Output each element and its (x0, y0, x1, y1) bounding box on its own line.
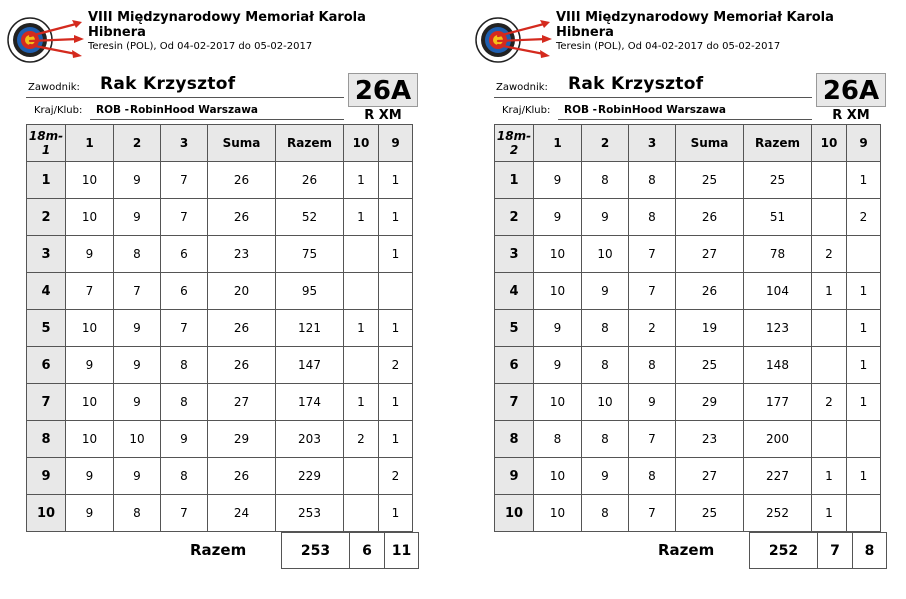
end-number: 10 (27, 495, 66, 532)
header-tens: 10 (344, 125, 379, 162)
tens-count: 2 (344, 421, 379, 458)
header-tens: 10 (812, 125, 847, 162)
arrow-1-score: 10 (66, 310, 114, 347)
end-sum: 26 (208, 199, 276, 236)
tens-count (344, 273, 379, 310)
athlete-underline (494, 97, 812, 98)
end-number: 3 (27, 236, 66, 273)
tens-count (344, 458, 379, 495)
division-class: R XM (832, 108, 870, 123)
tens-count: 2 (812, 384, 847, 421)
end-number: 5 (27, 310, 66, 347)
nines-count: 1 (847, 458, 881, 495)
running-total: 200 (744, 421, 812, 458)
running-total: 104 (744, 273, 812, 310)
target-assignment: 26A (348, 73, 418, 107)
event-subtitle: Teresin (POL), Od 04-02-2017 do 05-02-2017 (556, 41, 781, 52)
arrow-1-score: 9 (66, 347, 114, 384)
nines-count: 1 (379, 199, 413, 236)
club-underline (558, 119, 812, 120)
header-arrow-3: 3 (161, 125, 208, 162)
totals-table (749, 532, 887, 569)
arrow-3-score: 7 (629, 273, 676, 310)
end-number: 2 (495, 199, 534, 236)
header-arrow-3: 3 (629, 125, 676, 162)
tens-count (812, 162, 847, 199)
running-total: 95 (276, 273, 344, 310)
nines-count (847, 421, 881, 458)
arrow-1-score: 10 (534, 236, 582, 273)
arrow-2-score: 8 (582, 421, 629, 458)
end-row (27, 236, 413, 273)
arrow-1-score: 10 (66, 199, 114, 236)
arrow-3-score: 9 (629, 384, 676, 421)
arrow-3-score: 8 (629, 458, 676, 495)
end-row (495, 162, 881, 199)
tens-count (344, 347, 379, 384)
club-code: ROB - (564, 104, 598, 116)
end-row (27, 421, 413, 458)
running-total: 78 (744, 236, 812, 273)
arrow-3-score: 8 (629, 162, 676, 199)
club-label: Kraj/Klub: (34, 105, 83, 116)
end-row (27, 458, 413, 495)
end-number: 10 (495, 495, 534, 532)
end-sum: 26 (208, 347, 276, 384)
end-sum: 19 (676, 310, 744, 347)
header-arrow-2: 2 (114, 125, 161, 162)
end-sum: 23 (208, 236, 276, 273)
scorecard-2 (468, 0, 888, 599)
arrow-2-score: 9 (582, 458, 629, 495)
arrow-3-score: 8 (161, 384, 208, 421)
running-total: 227 (744, 458, 812, 495)
running-total: 26 (276, 162, 344, 199)
running-total: 121 (276, 310, 344, 347)
end-sum: 26 (208, 310, 276, 347)
running-total: 148 (744, 347, 812, 384)
end-sum: 26 (208, 458, 276, 495)
nines-count: 1 (847, 310, 881, 347)
archery-target-logo-icon (474, 14, 552, 66)
score-table (494, 124, 881, 532)
arrow-2-score: 8 (582, 310, 629, 347)
arrow-2-score: 9 (114, 162, 161, 199)
arrow-2-score: 7 (114, 273, 161, 310)
tens-count: 1 (812, 273, 847, 310)
athlete-label: Zawodnik: (496, 82, 548, 93)
running-total: 253 (276, 495, 344, 532)
nines-count: 1 (847, 273, 881, 310)
arrow-3-score: 7 (161, 162, 208, 199)
arrow-1-score: 10 (534, 458, 582, 495)
arrow-1-score: 10 (66, 162, 114, 199)
nines-count: 1 (847, 347, 881, 384)
end-sum: 23 (676, 421, 744, 458)
tens-count (812, 199, 847, 236)
nines-count (847, 236, 881, 273)
end-row (27, 273, 413, 310)
total-label: Razem (190, 541, 247, 559)
arrow-2-score: 8 (582, 162, 629, 199)
arrow-3-score: 8 (629, 199, 676, 236)
header-nines: 9 (379, 125, 413, 162)
athlete-name: Rak Krzysztof (100, 74, 236, 94)
end-number: 1 (27, 162, 66, 199)
nines-count: 1 (379, 310, 413, 347)
nines-count: 1 (379, 162, 413, 199)
end-number: 6 (495, 347, 534, 384)
arrow-3-score: 2 (629, 310, 676, 347)
arrow-2-score: 9 (114, 310, 161, 347)
tens-count: 2 (812, 236, 847, 273)
nines-count: 1 (379, 236, 413, 273)
end-row (495, 273, 881, 310)
end-sum: 26 (676, 273, 744, 310)
arrow-1-score: 10 (534, 384, 582, 421)
end-number: 9 (27, 458, 66, 495)
grand-total: 252 (750, 533, 818, 569)
end-sum: 26 (676, 199, 744, 236)
arrow-1-score: 9 (534, 162, 582, 199)
end-row (27, 495, 413, 532)
end-number: 2 (27, 199, 66, 236)
nines-count: 2 (847, 199, 881, 236)
arrow-3-score: 8 (161, 458, 208, 495)
arrow-1-score: 9 (534, 310, 582, 347)
end-number: 7 (495, 384, 534, 421)
distance-label: 18m-2 (495, 125, 534, 162)
distance-label: 18m-1 (27, 125, 66, 162)
end-sum: 25 (676, 162, 744, 199)
end-number: 4 (27, 273, 66, 310)
arrow-3-score: 7 (161, 495, 208, 532)
running-total: 52 (276, 199, 344, 236)
header-arrow-1: 1 (66, 125, 114, 162)
arrow-3-score: 7 (629, 421, 676, 458)
end-number: 9 (495, 458, 534, 495)
arrow-1-score: 9 (66, 458, 114, 495)
athlete-name: Rak Krzysztof (568, 74, 704, 94)
end-row (27, 310, 413, 347)
running-total: 203 (276, 421, 344, 458)
nines-count: 2 (379, 347, 413, 384)
end-row (495, 310, 881, 347)
arrow-3-score: 7 (629, 495, 676, 532)
arrow-1-score: 10 (66, 384, 114, 421)
arrow-2-score: 8 (114, 495, 161, 532)
arrow-3-score: 6 (161, 236, 208, 273)
event-title: VIII Międzynarodowy Memoriał Karola Hibnera (556, 10, 834, 40)
header-running-total: Razem (276, 125, 344, 162)
end-sum: 25 (676, 347, 744, 384)
nines-count (847, 495, 881, 532)
arrow-2-score: 8 (114, 236, 161, 273)
end-row (495, 384, 881, 421)
end-number: 6 (27, 347, 66, 384)
tens-count: 1 (812, 458, 847, 495)
arrow-2-score: 10 (582, 384, 629, 421)
arrow-3-score: 6 (161, 273, 208, 310)
event-subtitle: Teresin (POL), Od 04-02-2017 do 05-02-2017 (88, 41, 313, 52)
end-sum: 24 (208, 495, 276, 532)
end-sum: 26 (208, 162, 276, 199)
arrow-1-score: 8 (534, 421, 582, 458)
running-total: 174 (276, 384, 344, 421)
division-class: R XM (364, 108, 402, 123)
nines-count: 1 (379, 384, 413, 421)
tens-count: 1 (344, 162, 379, 199)
arrow-1-score: 9 (534, 347, 582, 384)
tens-count: 1 (344, 310, 379, 347)
arrow-1-score: 9 (66, 495, 114, 532)
club-underline (90, 119, 344, 120)
arrow-3-score: 7 (629, 236, 676, 273)
athlete-underline (26, 97, 344, 98)
end-sum: 29 (208, 421, 276, 458)
arrow-3-score: 7 (161, 310, 208, 347)
tens-count (812, 310, 847, 347)
score-table (26, 124, 413, 532)
end-number: 1 (495, 162, 534, 199)
end-number: 7 (27, 384, 66, 421)
tens-count: 1 (344, 199, 379, 236)
running-total: 123 (744, 310, 812, 347)
arrow-2-score: 8 (582, 347, 629, 384)
arrow-2-score: 9 (582, 273, 629, 310)
nines-count: 1 (847, 162, 881, 199)
tens-count (344, 495, 379, 532)
arrow-1-score: 7 (66, 273, 114, 310)
arrow-3-score: 8 (629, 347, 676, 384)
end-sum: 25 (676, 495, 744, 532)
arrow-1-score: 10 (534, 495, 582, 532)
target-assignment: 26A (816, 73, 886, 107)
arrow-2-score: 9 (114, 347, 161, 384)
tens-count (812, 347, 847, 384)
header-arrow-2: 2 (582, 125, 629, 162)
total-label: Razem (658, 541, 715, 559)
archery-target-logo-icon (6, 14, 84, 66)
nines-count: 1 (847, 384, 881, 421)
arrow-1-score: 9 (534, 199, 582, 236)
end-sum: 27 (676, 236, 744, 273)
nines-count: 1 (379, 421, 413, 458)
arrow-3-score: 8 (161, 347, 208, 384)
event-title: VIII Międzynarodowy Memoriał Karola Hibnera (88, 10, 366, 40)
scorecard-1 (0, 0, 420, 599)
end-row (495, 199, 881, 236)
club-label: Kraj/Klub: (502, 105, 551, 116)
end-sum: 27 (676, 458, 744, 495)
header-sum: Suma (676, 125, 744, 162)
totals-table (281, 532, 419, 569)
club-code: ROB - (96, 104, 130, 116)
club-name: RobinHood Warszawa (598, 104, 726, 116)
arrow-2-score: 9 (114, 458, 161, 495)
total-tens: 6 (350, 533, 385, 569)
running-total: 147 (276, 347, 344, 384)
arrow-3-score: 7 (161, 199, 208, 236)
end-row (495, 347, 881, 384)
total-nines: 8 (853, 533, 887, 569)
end-number: 4 (495, 273, 534, 310)
arrow-2-score: 10 (582, 236, 629, 273)
end-row (27, 384, 413, 421)
end-sum: 20 (208, 273, 276, 310)
athlete-label: Zawodnik: (28, 82, 80, 93)
tens-count: 1 (344, 384, 379, 421)
end-number: 8 (27, 421, 66, 458)
end-sum: 27 (208, 384, 276, 421)
arrow-1-score: 10 (66, 421, 114, 458)
total-tens: 7 (818, 533, 853, 569)
grand-total: 253 (282, 533, 350, 569)
nines-count (379, 273, 413, 310)
running-total: 75 (276, 236, 344, 273)
score-table-header (27, 125, 413, 162)
arrow-1-score: 9 (66, 236, 114, 273)
header-running-total: Razem (744, 125, 812, 162)
running-total: 51 (744, 199, 812, 236)
score-table-header (495, 125, 881, 162)
club-name: RobinHood Warszawa (130, 104, 258, 116)
running-total: 229 (276, 458, 344, 495)
nines-count: 2 (379, 458, 413, 495)
tens-count (344, 236, 379, 273)
end-row (495, 421, 881, 458)
arrow-1-score: 10 (534, 273, 582, 310)
arrow-3-score: 9 (161, 421, 208, 458)
header-nines: 9 (847, 125, 881, 162)
end-row (495, 495, 881, 532)
running-total: 177 (744, 384, 812, 421)
end-number: 5 (495, 310, 534, 347)
end-row (27, 199, 413, 236)
end-row (495, 458, 881, 495)
running-total: 252 (744, 495, 812, 532)
running-total: 25 (744, 162, 812, 199)
end-number: 8 (495, 421, 534, 458)
nines-count: 1 (379, 495, 413, 532)
arrow-2-score: 9 (582, 199, 629, 236)
tens-count (812, 421, 847, 458)
end-sum: 29 (676, 384, 744, 421)
arrow-2-score: 9 (114, 199, 161, 236)
end-row (495, 236, 881, 273)
arrow-2-score: 8 (582, 495, 629, 532)
end-number: 3 (495, 236, 534, 273)
header-arrow-1: 1 (534, 125, 582, 162)
end-row (27, 347, 413, 384)
arrow-2-score: 10 (114, 421, 161, 458)
end-row (27, 162, 413, 199)
arrow-2-score: 9 (114, 384, 161, 421)
tens-count: 1 (812, 495, 847, 532)
header-sum: Suma (208, 125, 276, 162)
total-nines: 11 (385, 533, 419, 569)
